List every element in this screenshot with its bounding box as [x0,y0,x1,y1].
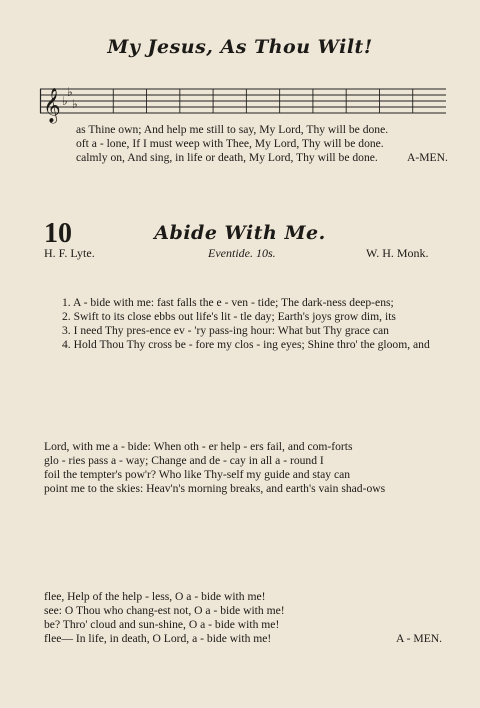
prev-hymn-title: My Jesus, As Thou Wilt! [107,36,373,58]
hymn-amen: A - MEN. [396,632,443,645]
system1-verse-1: 1. A - bide with me: fast falls the e - ven - tide; The dark-ness deep-ens; [62,296,394,309]
hymn-title: Abide With Me. [154,222,326,244]
prev-bass-staff [40,178,446,212]
composer-credit: W. H. Monk. [366,246,429,260]
system3-verse-3: be? Thro' cloud and sun-shine, O a - bide with me! [44,618,280,631]
system1-verse-2: 2. Swift to its close ebbs out life's lit - tle day; Earth's joys grow dim, its [62,310,396,323]
svg-text:♭: ♭ [72,97,78,111]
prev-treble-staff [40,84,446,123]
system3-verse-2: see: O Thou who chang-est not, O a - bide with me! [44,604,285,617]
system3-treble-staff [40,552,444,586]
system1-verse-3: 3. I need Thy pres-ence ev - 'ry pass-ing hour: What but Thy grace can [62,324,389,337]
prev-verse-line-1: as Thine own; And help me still to say, My Lord, Thy will be done. [76,123,389,136]
prev-verse-line-3: calmly on, And sing, in life or death, My Lord, Thy will be done. [76,151,378,164]
system1-treble-staff [40,262,440,296]
system2-verse-1: Lord, with me a - bide: When oth - er help - ers fail, and com-forts [44,440,353,453]
system3-verse-4: flee— In life, in death, O Lord, a - bide with me! [44,632,272,645]
system2-verse-3: foil the tempter's pow'r? Who like Thy-self my guide and stay can [44,468,351,481]
treble-clef-icon: 𝄞 [43,88,61,123]
system3-verse-1: flee, Help of the help - less, O a - bide with me! [44,590,266,603]
prev-verse-line-2: oft a - lone, If I must weep with Thee, My Lord, Thy will be done. [76,137,384,150]
tune-name-meter: Eventide. 10s. [208,246,276,260]
lyricist-credit: H. F. Lyte. [44,246,95,260]
system2-verse-4: point me to the skies: Heav'n's morning breaks, and earth's vain shad-ows [44,482,386,495]
svg-text:♭: ♭ [62,94,68,108]
system2-treble-staff [40,402,440,436]
system2-verse-2: glo - ries pass a - way; Change and de - cay in all a - round I [44,454,324,467]
hymn-number: 10 [44,218,72,249]
prev-amen: A-MEN. [407,151,448,164]
system2-bass-staff [40,508,440,542]
system1-verse-4: 4. Hold Thou Thy cross be - fore my clos - ing eyes; Shine thro' the gloom, and [62,338,430,351]
svg-text:♭: ♭ [67,85,73,99]
system1-bass-staff [40,358,440,392]
system3-bass-staff [40,648,444,682]
staff-lines [40,89,446,113]
